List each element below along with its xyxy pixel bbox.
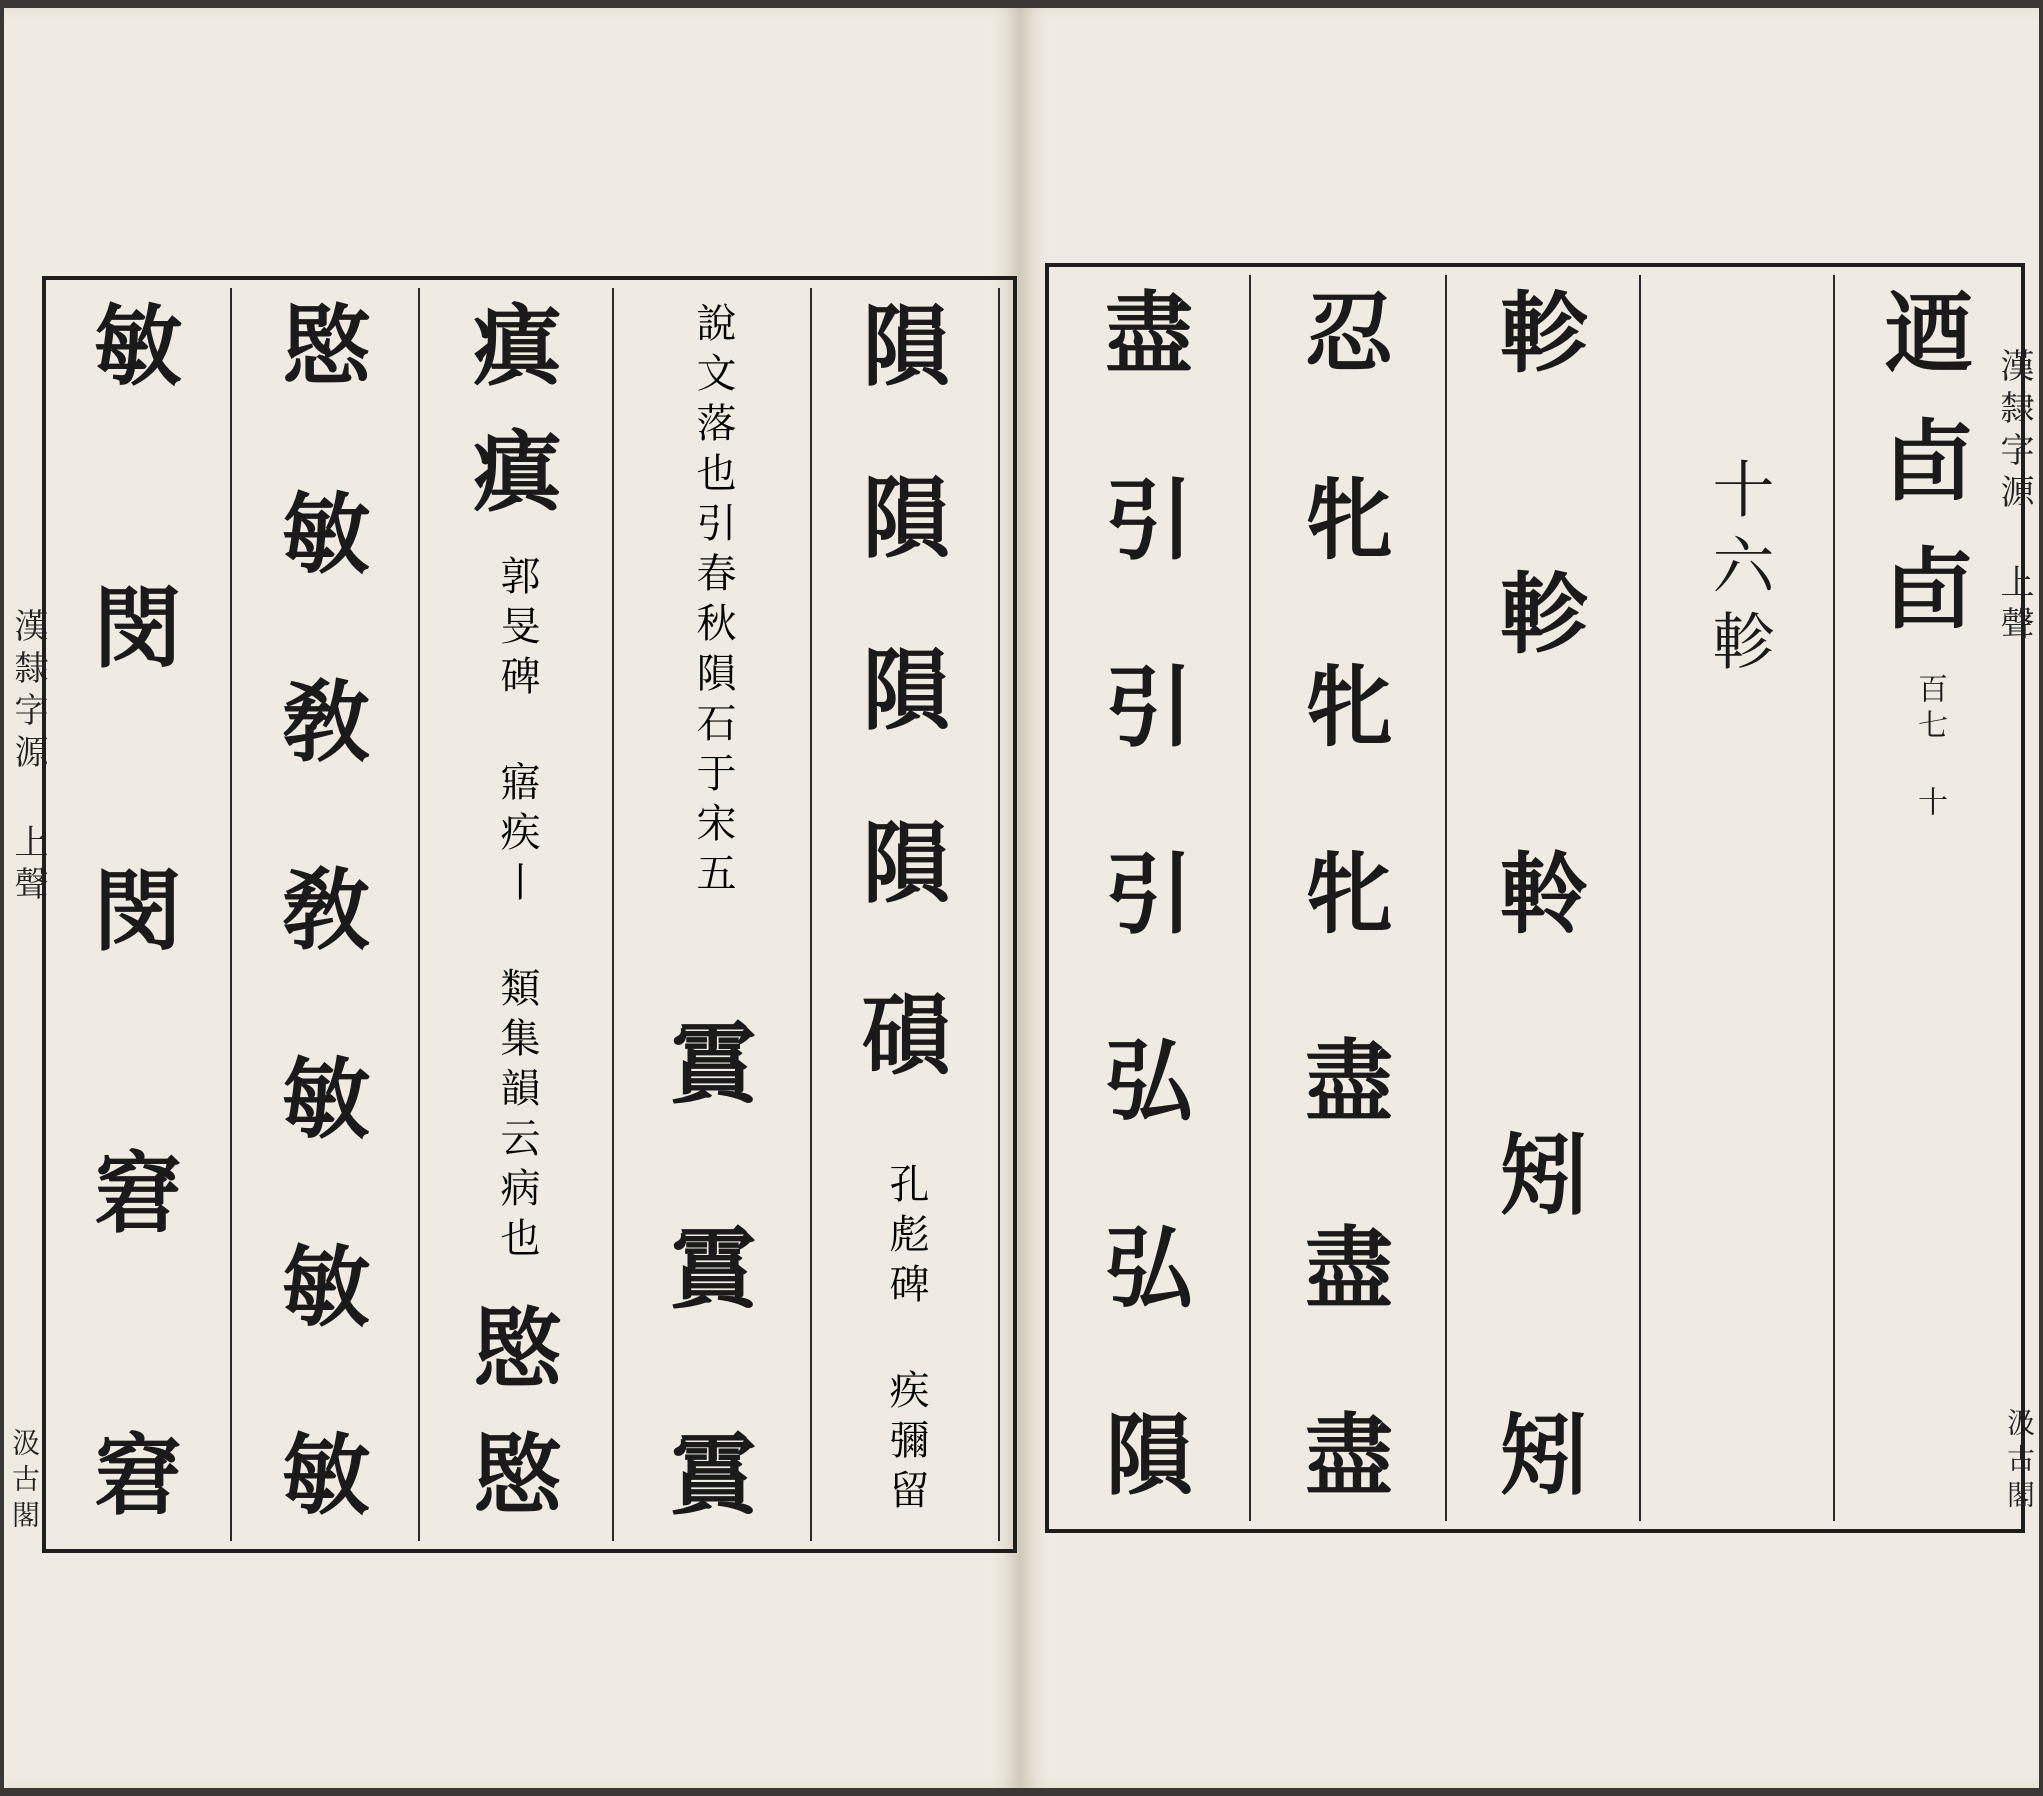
right-col-2 [1643,267,1833,1529]
glyph: 忍 [1304,281,1393,385]
glyph: 敏 [281,1422,370,1527]
right-col-3 [1449,267,1639,1529]
glyph: 盡 [1304,1403,1393,1507]
glyph: 引 [1104,468,1193,572]
glyph: 牝 [1304,842,1393,946]
right-col-5 [1049,267,1249,1529]
glyph: 盡 [1304,1216,1393,1320]
right-col-4 [1253,267,1445,1529]
glyph: 盡 [1104,281,1193,385]
annotation: 郭旻碑 寤疾丨 類集韻云病也 [494,554,540,1267]
glyph: 敏 [93,294,182,398]
glyph: 敏 [281,1046,370,1151]
glyph: 愍 [472,1423,561,1527]
glyph: 卣 [1884,537,1973,641]
glyph: 牝 [1304,468,1393,572]
glyph: 軨 [1499,842,1588,946]
glyph: 軫 [1499,561,1588,666]
glyph: 窘 [93,1140,182,1245]
right-page [1020,8,2039,1788]
glyph: 引 [1104,842,1193,946]
annotation: 孔彪碑 疾彌留 [883,1162,929,1519]
glyph: 敎 [281,670,370,775]
glyph: 霣 [668,1422,757,1527]
left-text-frame [42,276,1017,1553]
glyph: 窘 [93,1423,182,1527]
glyph: 引 [1104,655,1193,759]
glyph: 軫 [1499,281,1588,385]
glyph: 盡 [1304,1029,1393,1133]
glyph: 卣 [1884,409,1973,513]
right-margin-publisher: 汲古閣 [2003,1408,2036,1516]
right-col-1 [1837,267,2021,1529]
glyph: 閔 [93,576,182,681]
glyph: 矧 [1499,1122,1588,1227]
right-text-frame [1045,263,2025,1533]
glyph: 愍 [281,294,370,398]
glyph: 瘨 [472,420,561,525]
glyph: 隕 [1104,1403,1193,1507]
left-col-1 [814,280,998,1549]
right-margin-title: 漢隸字源 上聲 [1994,348,2034,648]
glyph: 弘 [1104,1029,1193,1133]
glyph: 隕 [861,810,950,915]
left-margin-title: 漢隸字源 上聲 [8,608,48,908]
glyph: 磒 [861,982,950,1087]
section-heading: 十六軫 [1702,457,1775,685]
glyph: 牝 [1304,655,1393,759]
glyph: 弘 [1104,1216,1193,1320]
left-col-4 [234,280,418,1549]
glyph: 隕 [861,294,950,398]
glyph: 迺 [1884,281,1973,385]
glyph: 閔 [93,858,182,963]
glyph: 敎 [281,858,370,963]
left-col-5 [46,280,230,1549]
left-margin-publisher: 汲古閣 [8,1428,41,1536]
glyph: 霣 [668,1011,757,1116]
annotation: 說文落也引春秋隕石于宋五 [690,302,736,902]
left-col-3 [422,280,612,1549]
left-page [4,8,1020,1788]
glyph: 隕 [861,638,950,743]
glyph: 敏 [281,482,370,587]
glyph: 瘨 [472,294,561,398]
left-col-2 [616,280,810,1549]
glyph: 敏 [281,1234,370,1339]
glyph: 隕 [861,466,950,571]
glyph: 愍 [472,1296,561,1401]
page-reference: 百七 十 [1912,673,1947,822]
glyph: 矧 [1499,1403,1588,1507]
glyph: 霣 [668,1217,757,1322]
